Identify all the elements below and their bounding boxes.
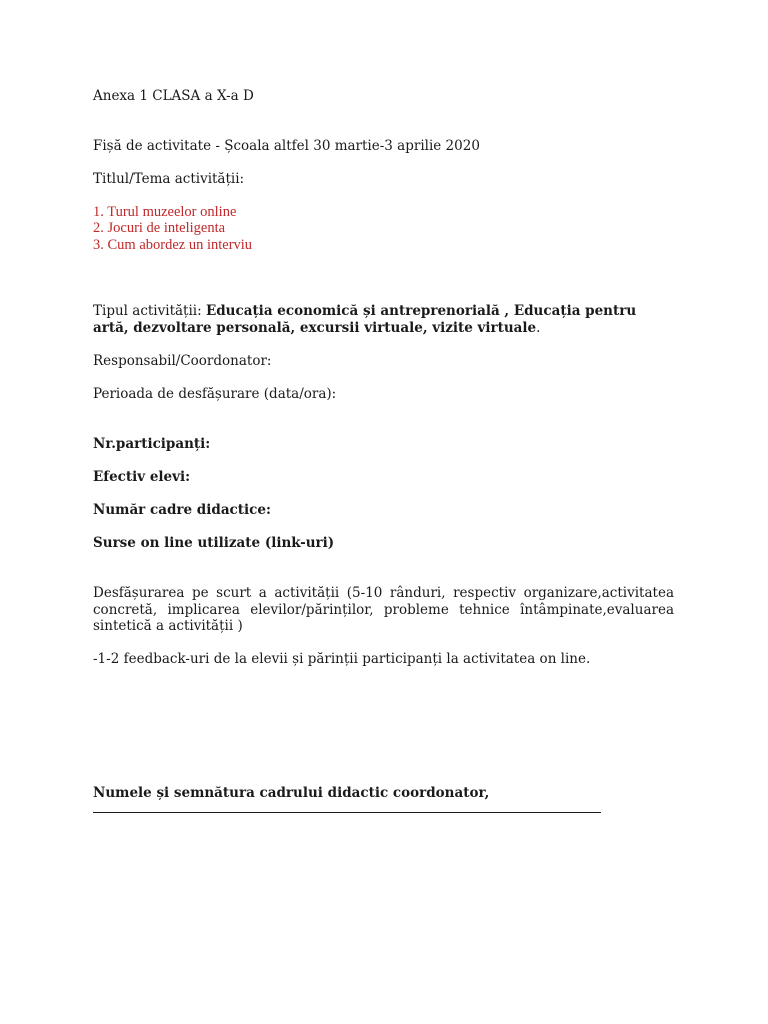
description-line-2: concretă, implicarea elevilor/părinților, probleme tehnice întâmpinate,evaluarea	[93, 602, 674, 618]
students-field: Efectiv elevi:	[93, 469, 191, 485]
activity-item-1: 1. Turul muzeelor online	[93, 204, 237, 220]
period-field: Perioada de desfășurare (data/ora):	[93, 386, 337, 402]
activity-type-line-1	[93, 303, 674, 320]
activity-type-line-2	[93, 320, 540, 337]
feedback-text: -1-2 feedback-uri de la elevii și părinții participanți la activitatea on line.	[93, 651, 591, 667]
activity-title-label: Titlul/Tema activității:	[93, 171, 245, 187]
signature-label: Numele și semnătura cadrului didactic coordonator,	[93, 785, 490, 801]
activity-item-3: 3. Cum abordez un interviu	[93, 237, 253, 253]
sources-field: Surse on line utilizate (link-uri)	[93, 535, 335, 551]
description-line-3: sintetică a activității )	[93, 618, 243, 634]
sheet-title: Fișă de activitate - Școala altfel 30 martie-3 aprilie 2020	[93, 138, 480, 154]
annex-heading: Anexa 1 CLASA a X-a D	[93, 88, 254, 104]
responsible-field: Responsabil/Coordonator:	[93, 353, 272, 369]
description-line-1: Desfășurarea pe scurt a activității (5-10 rânduri, respectiv organizare,activitatea	[93, 585, 674, 601]
activity-type-value-2: artă, dezvoltare personală, excursii virtuale, vizite virtuale	[93, 320, 537, 336]
participants-field: Nr.participanți:	[93, 436, 211, 452]
activity-item-2: 2. Jocuri de inteligenta	[93, 220, 226, 236]
activity-type-end: .	[536, 320, 541, 336]
signature-line	[93, 812, 601, 813]
teachers-field: Număr cadre didactice:	[93, 502, 271, 518]
activity-type-value-1: Educația economică și antreprenorială , Educația pentru	[205, 303, 637, 319]
activity-type-label: Tipul activității:	[93, 303, 206, 319]
